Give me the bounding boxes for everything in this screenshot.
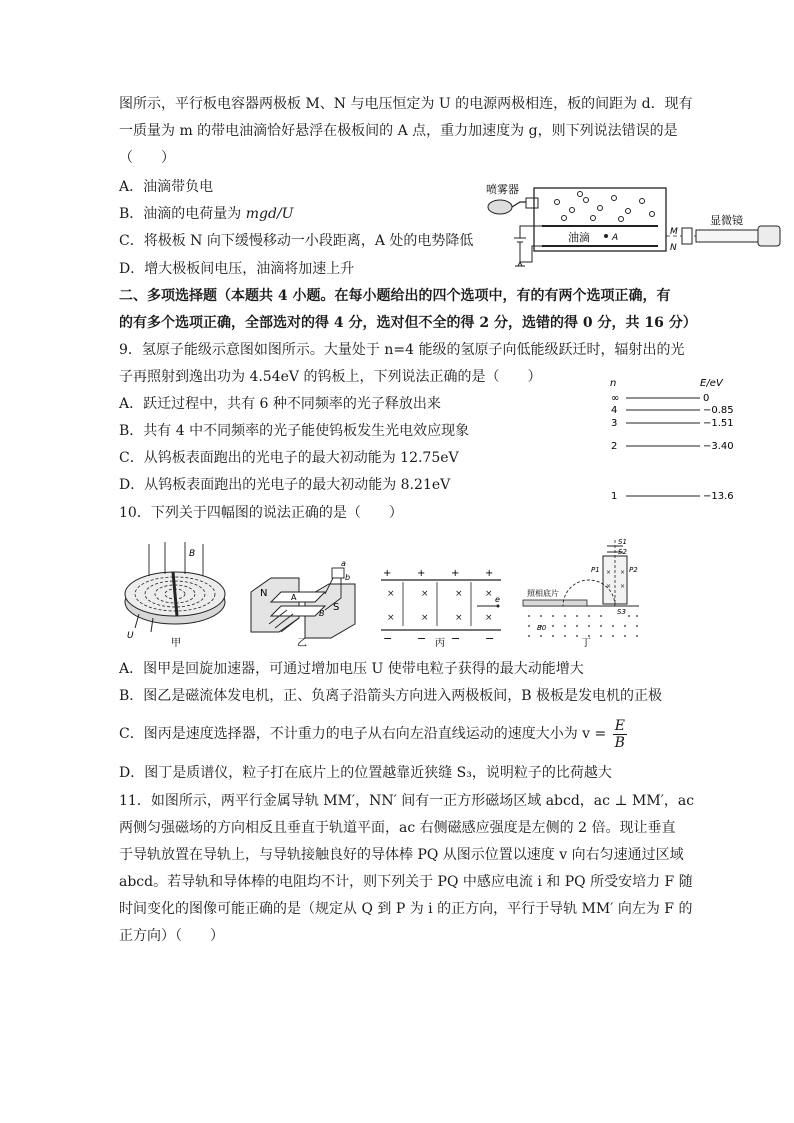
energy-levels (611, 393, 734, 502)
chamber-outer (534, 188, 666, 251)
q10-fig-p1-label: P1 (591, 566, 600, 574)
q11-stem-line1: 11．如图所示，两平行金属导轨 MM′，NN′ 间有一正方形磁场区域 abcd，ac ⊥ MM′，ac (119, 793, 695, 809)
energy-level-value: −3.40 (703, 441, 734, 452)
oil-drop-a (604, 234, 608, 238)
sprayer-bulb (488, 200, 512, 214)
q8-option-b-expr: mgd/U (245, 206, 294, 222)
oil-droplets (555, 192, 655, 222)
battery-wire (514, 226, 542, 262)
q10-fig-s3-label: S3 (617, 608, 626, 616)
section2-header-line2: 的有多个选项正确，全部选对的得 4 分，选对但不全的得 2 分，选错的得 0 分，共 16 分） (119, 315, 697, 331)
q11-stem-line6: 正方向）（ ） (119, 928, 224, 944)
svg-text:×: × (620, 583, 626, 590)
q11-stem-line2: 两侧匀强磁场的方向相反且垂直于轨道平面，ac 右侧磁感应强度是左侧的 2 倍。现让垂直 (119, 820, 676, 836)
q10-option-c (119, 716, 627, 752)
return-wire (520, 246, 542, 262)
caption-jia: 甲 (171, 638, 181, 648)
svg-text:+: + (485, 568, 494, 579)
q10-option-c-fraction (613, 718, 627, 751)
q9-e-axis-label: E/eV (700, 378, 723, 389)
svg-text:+: + (417, 568, 426, 579)
svg-text:×: × (485, 589, 493, 599)
q10-option-c-text: C．图丙是速度选择器，不计重力的电子从右向左沿直线运动的速度大小为 v = (119, 726, 607, 742)
q8-option-b-prefix: B．油滴的电荷量为 (119, 206, 246, 222)
q10-fig-b-plate-label: B (319, 609, 325, 618)
q10-option-b: B．图乙是磁流体发电机，正、负离子沿箭头方向进入两极板间，B 极板是发电机的正极 (119, 688, 663, 704)
svg-text:+: + (383, 568, 392, 579)
q8-fig-oil-label: 油滴 (568, 231, 590, 244)
energy-level-n: 2 (611, 441, 618, 452)
microscope-icon (696, 230, 758, 242)
svg-text:−: − (485, 632, 495, 645)
q10-stem: 10．下列关于四幅图的说法正确的是（ ） (119, 505, 403, 521)
svg-text:+: + (451, 568, 460, 579)
fraction-numerator: E (614, 717, 625, 734)
q11-stem-line3: 于导轨放置在导轨上，与导轨接触良好的导体棒 PQ 从图示位置以速度 v 向右匀速通过区域 (119, 847, 684, 863)
q10-fig-plate-label: 照相底片 (527, 589, 559, 598)
energy-level-n: 4 (611, 405, 618, 416)
svg-text:×: × (387, 613, 395, 623)
svg-text:×: × (455, 589, 463, 599)
q9-energy-level-diagram (604, 374, 754, 504)
caption-ding: 丁 (581, 638, 591, 648)
q8-option-c: C．将极板 N 向下缓慢移动一小段距离，A 处的电势降低 (119, 233, 474, 249)
q8-oil-drop-figure (482, 180, 787, 270)
q8-fig-n-label: N (670, 243, 677, 253)
q9-stem-line2: 子再照射到逸出功为 4.54eV 的钨板上，下列说法正确的是（ ） (119, 369, 542, 385)
sprayer-head (526, 198, 538, 208)
q10-option-a: A．图甲是回旋加速器，可通过增加电压 U 使带电粒子获得的最大动能增大 (119, 661, 584, 677)
svg-text:×: × (485, 613, 493, 623)
q8-paren: （ ） (119, 150, 175, 166)
q10-fig-b-label: B (189, 549, 196, 559)
q10-fig-s2-label: S2 (618, 548, 627, 556)
energy-level-n: 1 (611, 491, 618, 502)
lens-mount-icon (682, 228, 692, 244)
q8-fig-a-label: A (612, 233, 619, 243)
section2-header-line1: 二、多项选择题（本题共 4 小题。在每小题给出的四个选项中，有的有两个选项正确，有 (119, 288, 671, 304)
svg-text:×: × (620, 569, 626, 576)
svg-text:−: − (383, 632, 393, 645)
energy-level-n: 3 (611, 418, 618, 429)
fig-ding-mass-spectrometer (523, 538, 639, 637)
q9-option-c: C．从钨板表面跑出的光电子的最大初动能为 12.75eV (119, 450, 459, 466)
q10-fig-b0-label: B0 (537, 624, 547, 632)
q8-option-d: D．增大极板间电压，油滴将加速上升 (119, 261, 355, 277)
q8-fig-m-label: M (670, 227, 678, 237)
q9-option-a: A．跃迁过程中，共有 6 种不同频率的光子释放出来 (119, 396, 441, 412)
eyepiece-icon (758, 226, 780, 246)
q9-option-b: B．共有 4 中不同频率的光子能使钨板发生光电效应现象 (119, 423, 470, 439)
fraction-denominator: B (614, 734, 625, 751)
svg-text:×: × (421, 613, 429, 623)
q11-stem-line5: 时间变化的图像可能正确的是（规定从 Q 到 P 为 i 的正方向，平行于导轨 MM′ 向左为 F 的 (119, 901, 693, 917)
fig-bing-velocity-selector (381, 568, 501, 645)
q8-stem-line1: 图所示，平行板电容器两极板 M、N 与电压恒定为 U 的电源两极相连，板的间距为 d．现有 (119, 96, 693, 112)
caption-bing: 丙 (435, 638, 445, 648)
svg-text:×: × (606, 569, 612, 576)
svg-text:−: − (451, 632, 461, 645)
q10-option-d: D．图丁是质谱仪，粒子打在底片上的位置越靠近狭缝 S₃，说明粒子的比荷越大 (119, 765, 612, 781)
q10-fig-a-plate-label: A (291, 593, 297, 602)
q8-option-b (119, 204, 293, 224)
q10-fig-e-label: e (495, 595, 500, 604)
q8-option-a: A．油滴带负电 (119, 179, 214, 195)
q8-fig-microscope-label: 显微镜 (710, 214, 743, 227)
svg-text:×: × (455, 613, 463, 623)
q8-fig-sprayer-label: 喷雾器 (486, 183, 519, 196)
energy-level-value: −1.51 (703, 418, 734, 429)
ground-icon (515, 262, 525, 266)
svg-text:×: × (387, 589, 395, 599)
q9-option-d: D．从钨板表面跑出的光电子的最大初动能为 8.21eV (119, 477, 451, 493)
q10-fig-s-label: S (333, 602, 340, 613)
svg-text:−: − (417, 632, 427, 645)
caption-yi: 乙 (297, 638, 307, 648)
energy-level-value: −13.6 (703, 491, 734, 502)
energy-level-value: 0 (703, 393, 710, 404)
q10-fig-s1-label: S1 (618, 538, 627, 546)
fig-jia-cyclotron (125, 542, 225, 641)
q10-fig-n-label: N (260, 588, 268, 599)
q8-stem-line2: 一质量为 m 的带电油滴恰好悬浮在极板间的 A 点，重力加速度为 g，则下列说法错误的是 (119, 123, 678, 139)
q9-n-axis-label: n (610, 378, 617, 389)
svg-text:×: × (606, 583, 612, 590)
q10-fig-u-label: U (127, 631, 134, 641)
q10-four-figures (119, 534, 659, 648)
energy-level-n: ∞ (611, 393, 620, 404)
fig-yi-mhd-generator (251, 559, 355, 638)
energy-level-value: −0.85 (703, 405, 734, 416)
q9-stem-line1: 9．氢原子能级示意图如图所示。大量处于 n=4 能级的氢原子向低能级跃迁时，辐射出的光 (119, 342, 685, 358)
q10-fig-p2-label: P2 (629, 566, 638, 574)
q10-fig-a-terminal-label: a (341, 559, 346, 568)
svg-text:×: × (421, 589, 429, 599)
q10-fig-b-terminal-label: b (345, 573, 351, 582)
plus-signs (383, 568, 493, 579)
q11-stem-line4: abcd。若导轨和导体棒的电阻均不计，则下列关于 PQ 中感应电流 i 和 PQ 所受安培力 F 随 (119, 874, 693, 890)
